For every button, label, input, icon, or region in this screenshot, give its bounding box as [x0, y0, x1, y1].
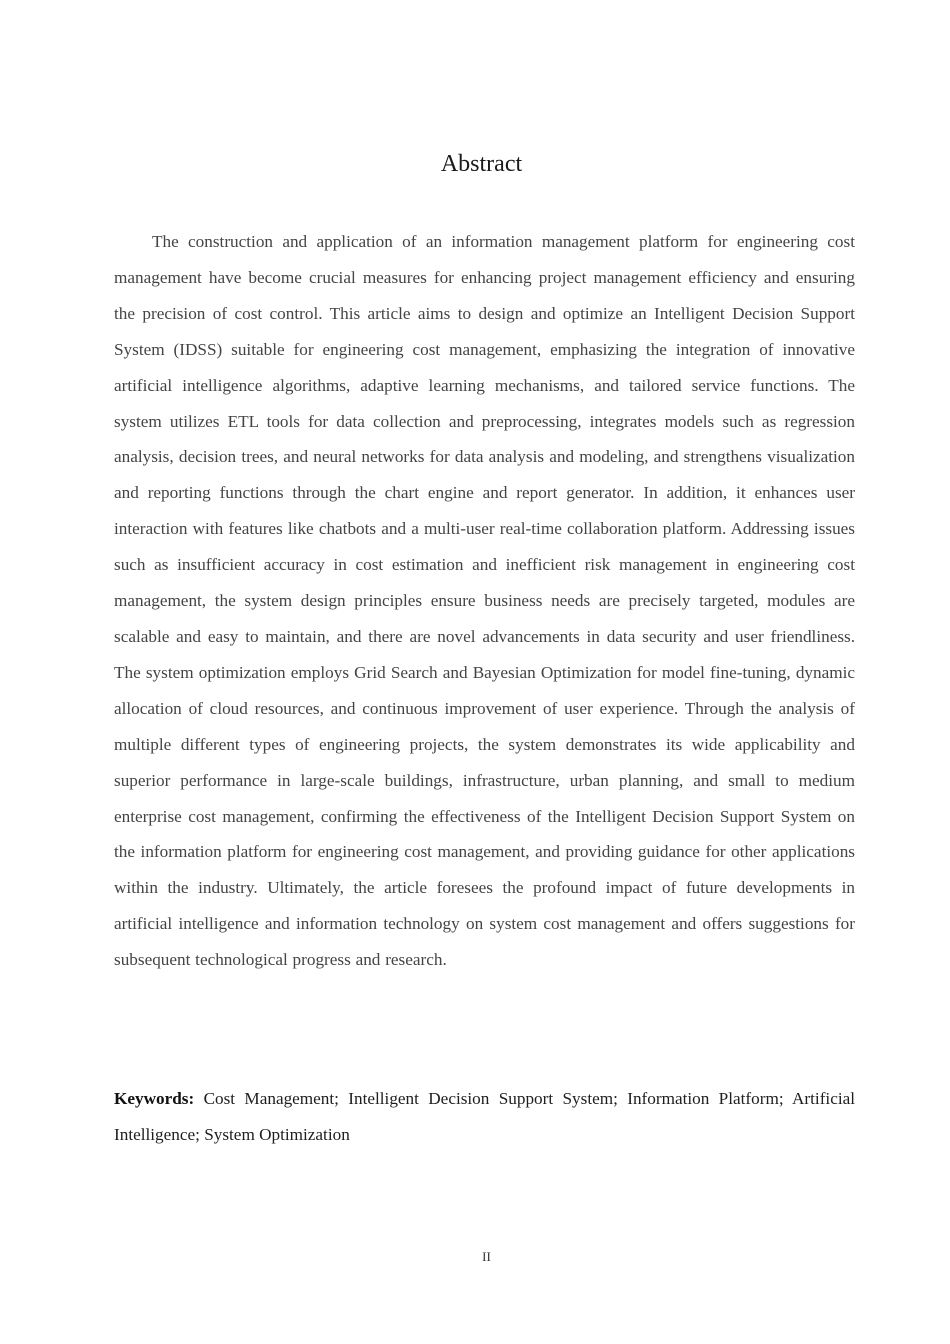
- keywords-line: [114, 1081, 855, 1153]
- keywords-list: Cost Management; Intelligent Decision Support System; Information Platform; Artificial Intelligence; System Optimization: [114, 1089, 856, 1144]
- abstract-title: Abstract: [440, 151, 523, 177]
- abstract-paragraph: The construction and application of an information management platform for engineering cost management have become crucial measures for enhancing project management efficiency and ensuring the precision of cost control. This article aims to design and optimize an Intelligent Decision Support System (IDSS) suitable for engineering cost management, emphasizing the integration of innovative artificial intelligence algorithms, adaptive learning mechanisms, and tailored service functions. The system utilizes ETL tools for data collection and preprocessing, integrates models such as regression analysis, decision trees, and neural networks for data analysis and modeling, and strengthens visualization and reporting functions through the chart engine and report generator. In addition, it enhances user interaction with features like chatbots and a multi-user real-time collaboration platform. Addressing issues such as insufficient accuracy in cost estimation and inefficient risk management in engineering cost management, the system design principles ensure business needs are precisely targeted, modules are scalable and easy to maintain, and there are novel advancements in data security and user friendliness. The system optimization employs Grid Search and Bayesian Optimization for model fine-tuning, dynamic allocation of cloud resources, and continuous improvement of user experience. Through the analysis of multiple different types of engineering projects, the system demonstrates its wide applicability and superior performance in large-scale buildings, infrastructure, urban planning, and small to medium enterprise cost management, confirming the effectiveness of the Intelligent Decision Support System on the information platform for engineering cost management, and providing guidance for other applications within the industry. Ultimately, the article foresees the profound impact of future developments in artificial intelligence and information technology on system cost management and offers suggestions for subsequent technological progress and research.: [114, 232, 855, 970]
- keywords-label: Keywords:: [114, 1089, 195, 1108]
- page-number: II: [482, 1249, 491, 1264]
